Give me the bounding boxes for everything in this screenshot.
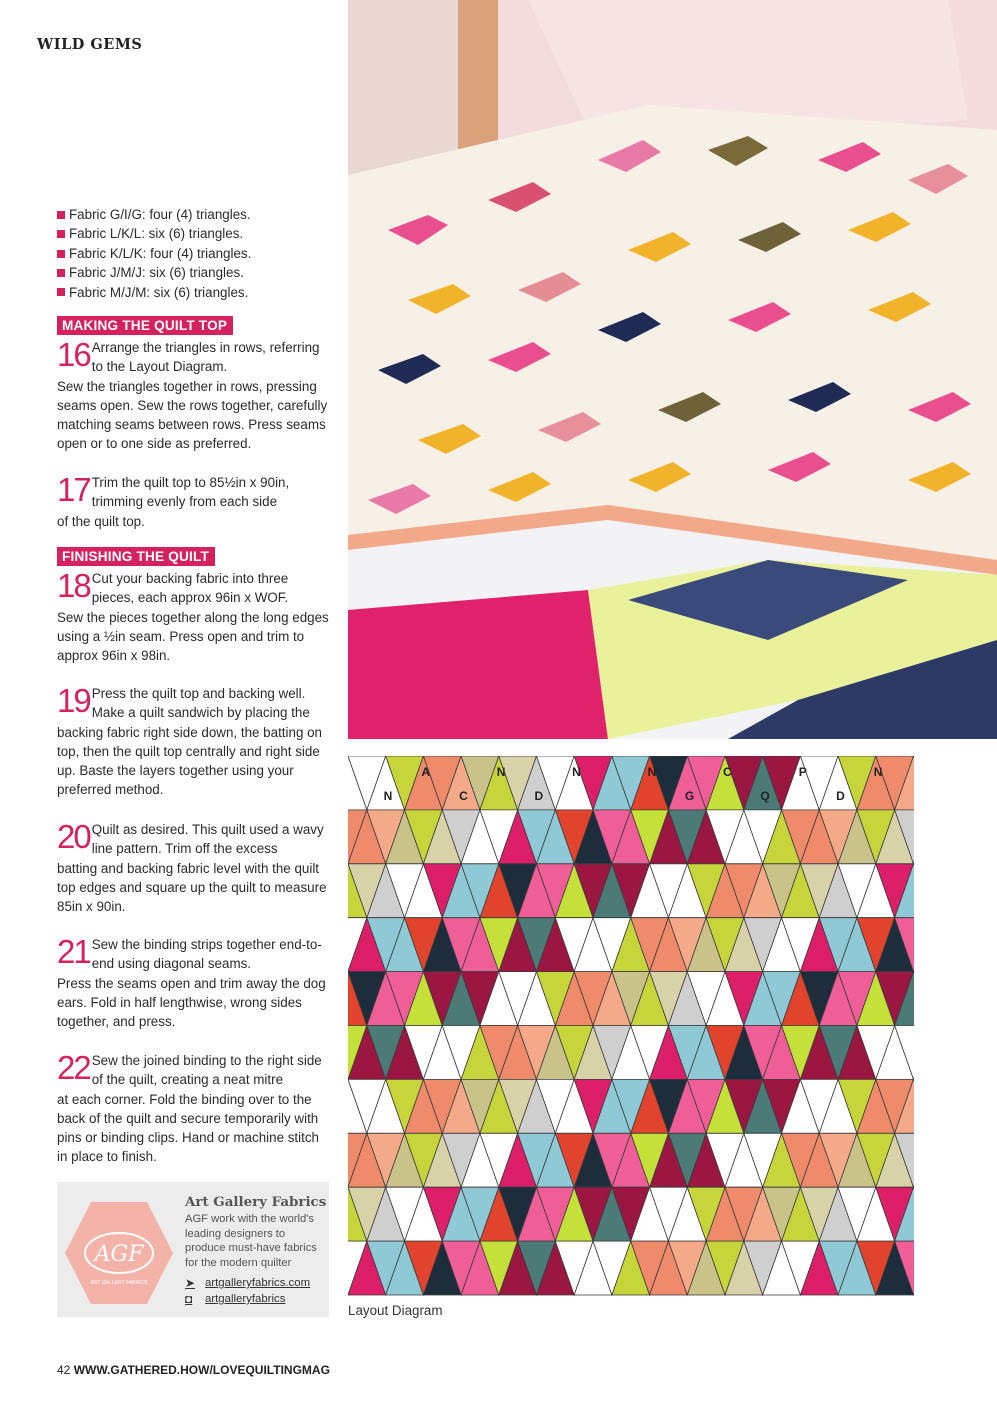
step-17 [57, 471, 332, 531]
agf-logo [63, 1198, 175, 1308]
agf-logo-subtext: ART GALLERY FABRICS [90, 1280, 148, 1286]
bullet-icon [57, 230, 65, 238]
step-lead: Cut your backing fabric into three pieces, each approx 96in x WOF. [91, 571, 289, 606]
step-lead: Quilt as desired. This quilt used a wavy line pattern. Trim off the excess [91, 822, 324, 857]
step-lead: Arrange the triangles in rows, referring to the Layout Diagram. [91, 340, 320, 375]
diagram-label: N [496, 765, 506, 779]
quilt-photo [348, 0, 997, 739]
agf-logo-text: AGF [94, 1242, 144, 1267]
step-number: 18 [57, 567, 90, 604]
layout-diagram [348, 756, 914, 1296]
fabric-list-item: Fabric J/M/J: six (6) triangles. [57, 263, 337, 282]
diagram-label: Q [760, 789, 770, 803]
fabric-list-item: Fabric K/L/K: four (4) triangles. [57, 244, 337, 263]
agf-instagram-link[interactable]: ◘ artgalleryfabrics [185, 1292, 286, 1306]
footer-url[interactable]: WWW.GATHERED.HOW/LOVEQUILTINGMAG [73, 1363, 330, 1377]
fabric-list [57, 205, 337, 302]
step-number: 19 [57, 682, 90, 719]
step-22 [57, 1049, 332, 1167]
step-text: Sew the pieces together along the long edges using a ½in seam. Press open and trim to approx 96in x 98in. [57, 609, 329, 664]
agf-title: Art Gallery Fabrics [185, 1194, 327, 1210]
agf-advert [57, 1182, 329, 1317]
step-lead: Press the quilt top and backing well. Make a quilt sandwich by placing the [91, 686, 310, 721]
diagram-label: C [722, 765, 732, 779]
section-header: WILD GEMS [37, 36, 143, 53]
diagram-caption: Layout Diagram [348, 1303, 443, 1318]
step-text: batting and backing fabric level with the quilt top edges and square up the quilt to measure 85in x 90in. [57, 860, 327, 915]
page-footer [57, 1363, 330, 1377]
step-text: Sew the triangles together in rows, pressing seams open. Sew the rows together, carefully matching seams between rows. Press seams open or to one side as preferred. [57, 378, 328, 452]
diagram-label: N [873, 765, 883, 779]
cursor-icon: ➤ [185, 1276, 196, 1290]
step-21 [57, 933, 332, 1031]
heading-making-quilt-top: MAKING THE QUILT TOP [57, 316, 233, 335]
agf-description: AGF work with the world's leading designers to produce must-have fabrics for the modern quilter [185, 1213, 317, 1269]
step-text: of the quilt top. [57, 513, 145, 529]
step-16 [57, 336, 332, 454]
diagram-label: D [534, 789, 544, 803]
bullet-icon [57, 288, 65, 296]
heading-finishing-quilt: FINISHING THE QUILT [57, 547, 215, 566]
diagram-label: N [383, 789, 393, 803]
bullet-icon [57, 269, 65, 277]
step-number: 22 [57, 1049, 90, 1086]
diagram-label: N [647, 765, 657, 779]
step-19 [57, 682, 332, 800]
step-lead: Trim the quilt top to 85½in x 90in, trimming evenly from each side [91, 475, 290, 510]
step-text: Press the seams open and trim away the dog ears. Fold in half lengthwise, wrong sides together, and press. [57, 975, 326, 1030]
step-number: 16 [57, 336, 90, 373]
step-18 [57, 567, 332, 665]
step-20 [57, 818, 332, 916]
diagram-label: N [572, 765, 581, 779]
fabric-list-item: Fabric L/K/L: six (6) triangles. [57, 224, 337, 243]
fabric-list-item: Fabric G/I/G: four (4) triangles. [57, 205, 337, 224]
diagram-label: P [798, 765, 807, 779]
step-number: 20 [57, 818, 90, 855]
step-text: backing fabric right side down, the batting on top, then the quilt top centrally and right side up. Baste the layers together using your preferred method. [57, 724, 323, 798]
page-number: 42 [57, 1363, 71, 1377]
diagram-label: G [684, 789, 695, 803]
step-lead: Sew the binding strips together end-to-end using diagonal seams. [91, 937, 322, 972]
diagram-label: A [421, 765, 431, 779]
bullet-icon [57, 250, 65, 258]
step-text: at each corner. Fold the binding over to the back of the quilt and secure temporarily with pins or binding clips. Hand or machine stitch in place to finish. [57, 1091, 319, 1165]
fabric-list-item: Fabric M/J/M: six (6) triangles. [57, 283, 337, 302]
diagram-label: C [459, 789, 468, 803]
instagram-icon: ◘ [185, 1292, 193, 1306]
agf-website-link[interactable]: ➤ artgalleryfabrics.com [185, 1276, 311, 1290]
bullet-icon [57, 211, 65, 219]
diagram-label: D [836, 789, 845, 803]
step-number: 17 [57, 471, 90, 508]
step-lead: Sew the joined binding to the right side of the quilt, creating a neat mitre [91, 1053, 322, 1088]
step-number: 21 [57, 933, 90, 970]
